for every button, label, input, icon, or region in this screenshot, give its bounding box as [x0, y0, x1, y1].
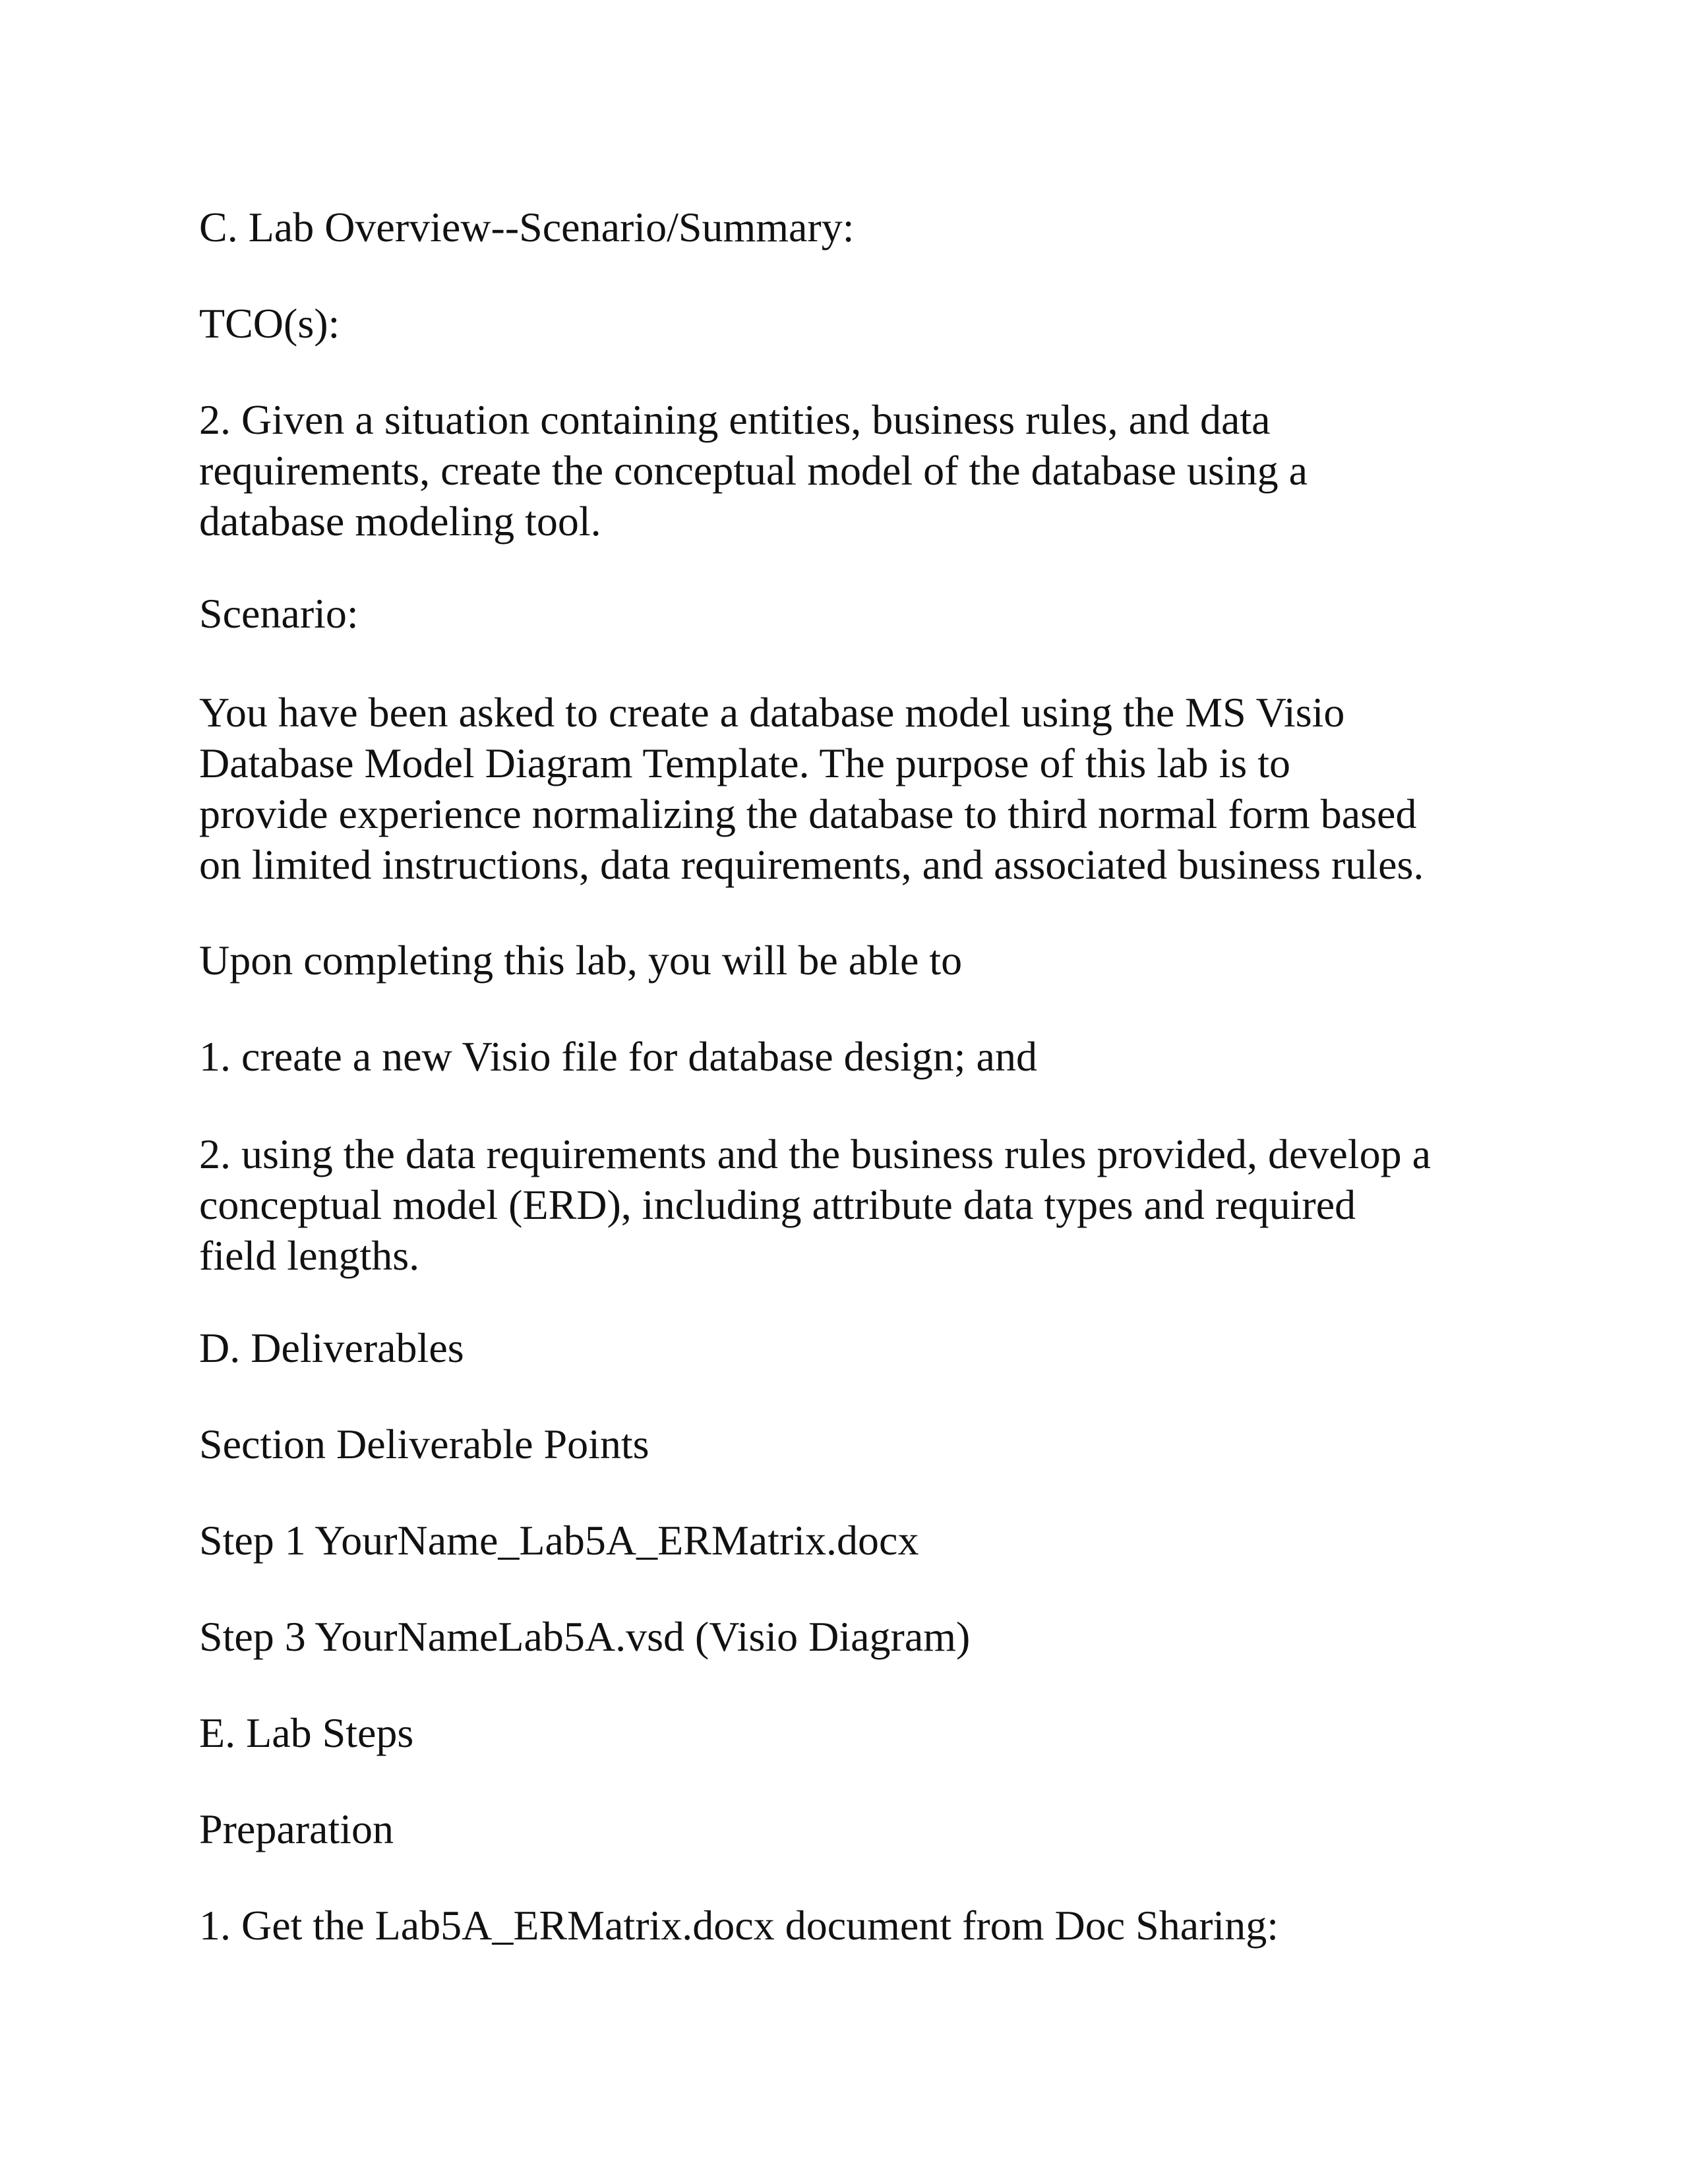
deliverable-step-1: Step 1 YourName_Lab5A_ERMatrix.docx — [199, 1517, 919, 1564]
tco-item-paragraph — [199, 394, 1308, 546]
tco-label: TCO(s): — [199, 300, 340, 347]
scenario-line: You have been asked to create a database model using the MS Visio — [199, 689, 1345, 736]
outcome-2-line: 2. using the data requirements and the business rules provided, develop a — [199, 1131, 1431, 1177]
preparation-label: Preparation — [199, 1806, 394, 1852]
upon-completing-text: Upon completing this lab, you will be able to — [199, 937, 963, 984]
section-e-heading: E. Lab Steps — [199, 1709, 414, 1756]
scenario-paragraph — [199, 687, 1424, 890]
section-d-heading: D. Deliverables — [199, 1324, 464, 1371]
section-c-heading: C. Lab Overview--Scenario/Summary: — [199, 204, 855, 251]
preparation-step-1: 1. Get the Lab5A_ERMatrix.docx document from Doc Sharing: — [199, 1902, 1279, 1949]
tco-item-line: requirements, create the conceptual model of the database using a — [199, 447, 1308, 494]
outcome-2-line: field lengths. — [199, 1232, 420, 1279]
scenario-line: Database Model Diagram Template. The purpose of this lab is to — [199, 740, 1290, 786]
tco-item-line: 2. Given a situation containing entities, business rules, and data — [199, 396, 1271, 443]
outcome-1: 1. create a new Visio file for database design; and — [199, 1033, 1037, 1080]
deliverable-step-3: Step 3 YourNameLab5A.vsd (Visio Diagram) — [199, 1613, 971, 1660]
scenario-label: Scenario: — [199, 590, 359, 637]
outcome-2-line: conceptual model (ERD), including attribute data types and required — [199, 1181, 1356, 1228]
outcome-2-paragraph — [199, 1129, 1431, 1281]
scenario-line: provide experience normalizing the database to third normal form based — [199, 790, 1417, 837]
scenario-line: on limited instructions, data requirements, and associated business rules. — [199, 841, 1424, 888]
deliverables-table-header: Section Deliverable Points — [199, 1421, 649, 1467]
tco-item-line: database modeling tool. — [199, 498, 601, 545]
